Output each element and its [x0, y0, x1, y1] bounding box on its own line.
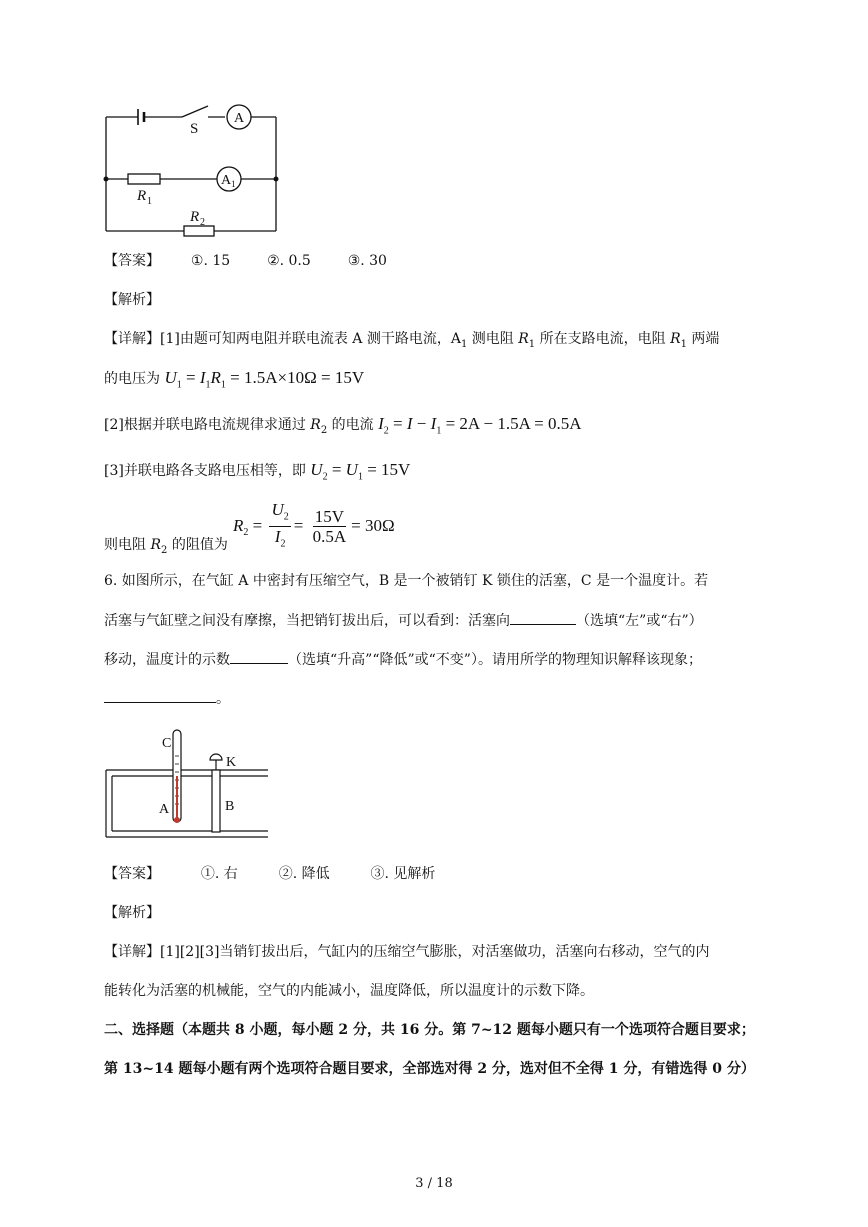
symbol: R: [518, 331, 529, 347]
detail-text: 则电阻: [104, 537, 151, 553]
r2-label: R: [190, 209, 200, 225]
label-a: A: [159, 802, 170, 817]
subscript: 1: [680, 338, 687, 350]
q6-question-line1: 6. 如图所示，在气缸 A 中密封有压缩空气，B 是一个被销钉 K 锁住的活塞，C 是一个温度计。若: [104, 573, 709, 589]
r1-sub: 1: [147, 196, 152, 207]
answer-tag: 【答案】: [104, 253, 160, 269]
q6-question-line2: [104, 610, 703, 631]
question-text: （选填“左”或“右”）: [576, 613, 703, 629]
answer-blank-3[interactable]: [104, 688, 216, 703]
detail-text: [3]并联电路各支路电压相等，即: [104, 463, 306, 479]
label-c: C: [162, 736, 172, 751]
equation-1: $U_1 = I_1R_1 = 1.5A\times 10\Omega = 15V$: [164, 368, 365, 391]
equation-3: $U_2 = U_1 = 15V$: [310, 460, 411, 483]
label-b: B: [225, 799, 235, 814]
detail-text: [2]根据并联电路电流规律求通过: [104, 417, 311, 433]
q6-detail-line2: 能转化为活塞的机械能，空气的内能减小，温度降低，所以温度计的示数下降。: [104, 983, 594, 999]
ammeter-branch-sub: 1: [231, 179, 236, 189]
detail-text: 的电流: [327, 417, 374, 433]
detail-text: [1][2][3]当销钉拔出后，气缸内的压缩空气膨胀，对活塞做功，活塞向右移动，空气的内: [160, 944, 710, 960]
circuit-diagram: [100, 98, 285, 243]
label-k: K: [226, 755, 237, 770]
q5-detail-line4: [104, 460, 410, 487]
answer-item: ③. 30: [347, 253, 387, 269]
r2-sub: 2: [200, 217, 205, 228]
question-text: 活塞与气缸壁之间没有摩擦，当把销钉拔出后，可以看到：活塞向: [104, 613, 510, 629]
fraction-numerator: 15V: [314, 507, 345, 527]
switch-label: S: [190, 121, 199, 137]
page-number: 3 / 18: [415, 1176, 453, 1191]
section-heading-line1: 二、选择题（本题共 8 小题，每小题 2 分，共 16 分。第 7~12 题每小题只有一个选项符合题目要求；: [104, 1022, 755, 1038]
q6-question-line3: [104, 649, 702, 670]
fraction-values: [311, 507, 349, 546]
symbol: R: [670, 331, 681, 347]
symbol: R: [310, 417, 321, 433]
equation-4: $R_2$ = $\frac{U_2}{I_2}$ = $\frac{15V}{0.5A}$ = 30Ω: [233, 500, 395, 554]
ammeter-branch-label: A: [221, 173, 232, 188]
q5-detail-line5: [104, 535, 228, 561]
subscript: 1: [460, 338, 468, 350]
detail-text: 的阻值为: [167, 537, 228, 553]
answer-item: ②. 0.5: [267, 253, 311, 269]
equation-text: = 15V: [367, 460, 411, 479]
q5-answer-line: [104, 251, 387, 271]
ammeter-main-label: A: [234, 111, 245, 126]
equation-text: = 1.5A×10Ω = 15V: [230, 368, 365, 387]
symbol: R: [150, 537, 161, 553]
detail-text: [1]由题可知两电阻并联电流表 A 测干路电流，A: [160, 331, 461, 347]
detail-text: 测电阻: [467, 331, 519, 347]
q5-detail-line1: [104, 329, 719, 355]
equation-text: = 30Ω: [351, 515, 395, 535]
detail-text: 两端: [686, 331, 720, 347]
equation-text: = 2A − 1.5A = 0.5A: [445, 414, 582, 433]
detail-text: 所在支路电流，电阻: [535, 331, 671, 347]
r1-label: R: [137, 188, 147, 204]
q6-question-line4: [104, 688, 230, 709]
q5-analysis-tag: 【解析】: [104, 292, 160, 308]
answer-item: ③. 见解析: [370, 866, 436, 882]
subscript: 1: [528, 338, 536, 350]
answer-blank-2[interactable]: [230, 649, 288, 664]
q5-detail-line2: [104, 368, 364, 395]
detail-tag: 【详解】: [104, 331, 160, 347]
cylinder-diagram: [100, 726, 275, 844]
subscript: 2: [320, 424, 328, 436]
fraction-u2-i2: $\frac{U_2}{I_2}$: [271, 500, 289, 550]
section-heading-line2: 第 13~14 题每小题有两个选项符合题目要求，全部选对得 2 分，选对但不全得 1 分，有错选得 0 分）: [104, 1061, 755, 1077]
q6-analysis-tag: 【解析】: [104, 905, 160, 921]
answer-item: ①. 15: [190, 253, 231, 269]
equation-2: $I_2 = I - I_1 = 2A - 1.5A = 0.5A$: [378, 414, 582, 437]
answer-item: ①. 右: [200, 866, 238, 882]
question-text: （选填“升高”“降低”或“不变”）。请用所学的物理知识解释该现象；: [288, 652, 702, 668]
question-text: 。: [216, 691, 230, 707]
q6-detail-line1: [104, 942, 710, 962]
q5-detail-line3: [104, 414, 582, 441]
answer-blank-1[interactable]: [510, 610, 576, 625]
question-text: 移动，温度计的示数: [104, 652, 230, 668]
q6-answer-line: [104, 864, 435, 884]
answer-item: ②. 降低: [278, 866, 330, 882]
subscript: 2: [161, 544, 168, 556]
detail-tag: 【详解】: [104, 944, 160, 960]
answer-tag: 【答案】: [104, 866, 160, 882]
fraction-denominator: 0.5A: [312, 527, 347, 547]
detail-text: 的电压为: [104, 371, 160, 387]
